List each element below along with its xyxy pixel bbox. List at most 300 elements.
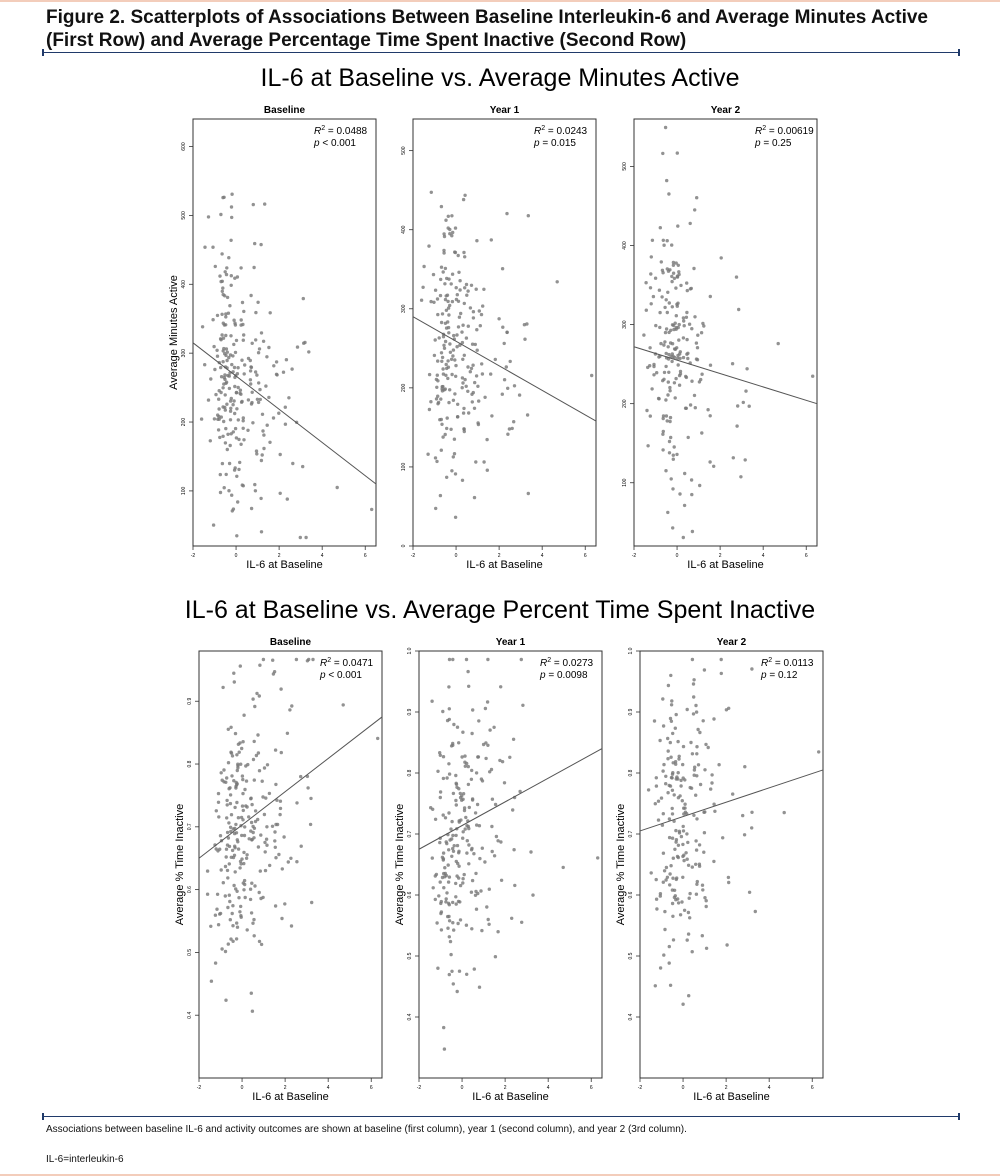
chart-5-point [463,754,466,757]
chart-3-point [692,267,695,270]
chart-1-point [272,364,275,367]
chart-1-point [217,407,220,410]
chart-2-point [447,326,450,329]
chart-4-point [234,870,237,873]
chart-6-point [703,668,706,671]
chart-5-point [470,778,473,781]
chart-1-xtick-label: -2 [190,553,196,559]
chart-3-point [666,291,669,294]
chart-6-point [655,878,658,881]
chart-5-point [477,719,480,722]
chart-1-point [247,398,250,401]
chart-5-point [479,889,482,892]
chart-3-point [737,308,740,311]
chart-2-point [465,336,468,339]
chart-3-point [685,311,688,314]
chart-2-point [482,460,485,463]
chart-4-point [241,740,244,743]
chart-5-point [429,806,432,809]
chart-6-point [702,719,705,722]
chart-1-point [230,494,233,497]
chart-6-point [670,703,673,706]
chart-4-point [241,804,244,807]
chart-1-point [224,334,227,337]
chart-3-point [650,302,653,305]
chart-5-point [441,876,444,879]
chart-3-point [649,414,652,417]
chart-1-point [255,449,258,452]
chart-2-point [511,427,514,430]
chart-1-point [229,444,232,447]
chart-3-point [676,305,679,308]
chart-4-point [280,917,283,920]
chart-4-point [221,686,224,689]
chart-5-point [520,658,523,661]
chart-1-point [282,371,285,374]
chart-2-point [501,267,504,270]
chart-6-point [701,884,704,887]
chart-6-point [741,814,744,817]
chart-3-point [673,277,676,280]
chart-4-point [236,763,239,766]
chart-6-point [692,682,695,685]
chart-5-point [459,818,462,821]
chart-3-point [667,270,670,273]
chart-3-point [668,451,671,454]
chart-5-point [454,774,457,777]
chart-5-point [450,837,453,840]
chart-1-point [249,382,252,385]
chart-6-point [693,768,696,771]
chart-6-point [671,812,674,815]
chart-2-point [444,433,447,436]
chart-1-point [291,462,294,465]
chart-1-point [254,489,257,492]
chart-2-point [556,280,559,283]
chart-3-point [672,328,675,331]
chart-4-point [274,748,277,751]
chart-6-point [681,763,684,766]
abbreviation-note: IL-6=interleukin-6 [46,1154,124,1165]
chart-3-point [676,224,679,227]
chart-1-point [219,213,222,216]
chart-4-point [342,703,345,706]
chart-3-point [645,309,648,312]
chart-4-point [217,792,220,795]
chart-5-point [470,927,473,930]
chart-1-point [275,373,278,376]
chart-3-point [677,338,680,341]
chart-2-point [526,413,529,416]
chart-1-ytick-label: 600 [181,142,187,151]
chart-5-point [498,759,501,762]
chart-1-point [249,378,252,381]
chart-1-point [336,486,339,489]
chart-6-point [668,817,671,820]
chart-1-point [250,366,253,369]
chart-4-point [295,860,298,863]
chart-1-point [254,338,257,341]
chart-3-point [662,417,665,420]
chart-1-point [221,462,224,465]
chart-2-point [461,324,464,327]
chart-3-point [658,311,661,314]
chart-4-point [227,821,230,824]
chart-3-point [671,305,674,308]
chart-6-point [653,719,656,722]
chart-1-frame [193,119,376,546]
chart-1-point [230,363,233,366]
chart-4-xtick-label: 6 [369,1085,373,1091]
chart-4-point [247,815,250,818]
chart-6-point [713,810,716,813]
chart-6-point [691,865,694,868]
chart-5-point [435,921,438,924]
chart-4-point [274,904,277,907]
chart-5-point [461,881,464,884]
chart-5-point [596,856,599,859]
chart-2-point [434,456,437,459]
chart-2-point [453,452,456,455]
chart-2-point [476,349,479,352]
chart-5-point [487,923,490,926]
chart-4-point [282,835,285,838]
chart-4-point [288,708,291,711]
chart-1-point [261,413,264,416]
chart-4-point [243,825,246,828]
chart-6-point [679,779,682,782]
chart-6-xtick-label: 4 [767,1085,771,1091]
chart-3-point [706,408,709,411]
chart-5-ytick-label: 0.9 [407,708,413,716]
chart-5-point [463,873,466,876]
chart-1-point [232,399,235,402]
chart-5-point [447,863,450,866]
chart-2-point [505,331,508,334]
chart-5-point [520,921,523,924]
chart-5-point [451,834,454,837]
chart-3-point [682,316,685,319]
chart-2-point [429,300,432,303]
chart-3-point [696,346,699,349]
chart-5-point [483,860,486,863]
chart-1-point [222,420,225,423]
chart-2-point [441,389,444,392]
chart-3-point [669,416,672,419]
chart-1-point [302,342,305,345]
chart-3-xlabel: IL-6 at Baseline [687,559,764,571]
chart-1-point [249,294,252,297]
chart-2-point [430,191,433,194]
chart-4-point [230,774,233,777]
chart-1-point [233,366,236,369]
chart-4-point [252,758,255,761]
chart-6-point [695,745,698,748]
chart-5-point [461,837,464,840]
chart-2-point [457,254,460,257]
chart-6-point [682,859,685,862]
chart-1-xtick-label: 4 [320,553,324,559]
chart-3-point [657,355,660,358]
chart-2-point [448,388,451,391]
chart-2-point [485,438,488,441]
chart-3-point [687,436,690,439]
chart-2-point [506,387,509,390]
chart-4-point [231,904,234,907]
chart-2-point [466,289,469,292]
chart-4-point [279,807,282,810]
chart-6-point [703,768,706,771]
chart-2-point [473,496,476,499]
chart-6-point [662,812,665,815]
chart-1-point [236,372,239,375]
chart-5-point [457,850,460,853]
chart-1-r2-label: $R^2 = 0.0488$ [314,125,368,137]
chart-4-point [249,888,252,891]
chart-6-point [663,869,666,872]
chart-3-point [644,281,647,284]
chart-5-point [462,830,465,833]
chart-4-fit-line [199,717,382,858]
chart-2-point [451,354,454,357]
chart-4-point [242,714,245,717]
chart-2-point [465,294,468,297]
chart-5-point [495,835,498,838]
chart-2-xtick-label: 2 [497,553,501,559]
chart-3-point [691,530,694,533]
chart-4-point [295,658,298,661]
chart-1-point [201,325,204,328]
chart-1-point [225,273,228,276]
chart-6-point [677,757,680,760]
chart-3-point [667,371,670,374]
chart-1-ytick-label: 300 [181,348,187,358]
chart-1-point [259,497,262,500]
chart-2-point [434,338,437,341]
chart-4-xtick-label: 4 [326,1085,330,1091]
chart-2-point [432,301,435,304]
chart-5-point [442,886,445,889]
chart-2-point [444,219,447,222]
chart-6-point [678,830,681,833]
chart-2-point [438,336,441,339]
chart-5-point [436,770,439,773]
chart-3-point [676,354,679,357]
chart-5-point [474,890,477,893]
chart-3-point [649,286,652,289]
chart-5-point [467,783,470,786]
chart-3-point [668,386,671,389]
chart-1-point [250,402,253,405]
chart-2-point [433,354,436,357]
chart-4-point [309,797,312,800]
chart-4-point [239,664,242,667]
chart-5-point [456,990,459,993]
chart-5-point [496,839,499,842]
chart-3-point [688,323,691,326]
chart-1-point [215,349,218,352]
chart-1-point [225,403,228,406]
chart-6-point [743,765,746,768]
figure-title: Figure 2. Scatterplots of Associations Between Baseline Interleukin-6 and Average Minutes Active (First Row) and Average Percentage Time Spent Inactive (Second Row) [46,7,928,51]
chart-4-point [241,778,244,781]
chart-5-point [461,877,464,880]
chart-6-point [698,843,701,846]
chart-2-point [465,283,468,286]
chart-4-point [215,809,218,812]
chart-4-point [306,786,309,789]
chart-3-point [682,319,685,322]
chart-1-point [242,310,245,313]
chart-2-point [480,362,483,365]
chart-5-point [460,799,463,802]
chart-1-point [268,441,271,444]
chart-5-point [470,732,473,735]
chart-4-point [243,788,246,791]
chart-2-point [442,335,445,338]
chart-1-point [226,296,229,299]
chart-5-point [448,707,451,710]
chart-1-title: Baseline [263,105,306,116]
chart-4-point [287,860,290,863]
chart-2-point [444,340,447,343]
chart-4-point [235,801,238,804]
chart-4-point [253,934,256,937]
chart-5-point [458,900,461,903]
chart-4-point [242,851,245,854]
chart-4-point [243,834,246,837]
chart-2-point [450,282,453,285]
chart-4-point [266,763,269,766]
chart-2-point [466,365,469,368]
chart-6-point [668,961,671,964]
chart-6-point [686,708,689,711]
chart-5-point [457,787,460,790]
chart-5-point [448,919,451,922]
chart-2-point [463,378,466,381]
chart-4-point [299,775,302,778]
chart-4-point [215,908,218,911]
chart-5-point [450,744,453,747]
chart-6-point [680,835,683,838]
chart-4-ytick-label: 0.5 [187,948,193,956]
chart-4-point [264,850,267,853]
chart-2-point [422,265,425,268]
chart-2-point [435,460,438,463]
chart-2-point [463,430,466,433]
chart-3-point [662,343,665,346]
chart-2-point [439,494,442,497]
chart-6-point [697,763,700,766]
chart-1-point [242,339,245,342]
chart-1-point [296,345,299,348]
chart-1-point [243,372,246,375]
chart-6-point [681,855,684,858]
chart-1-point [284,423,287,426]
chart-4-point [289,857,292,860]
chart-2-point [455,286,458,289]
chart-1-point [240,359,243,362]
chart-4-point [249,898,252,901]
chart-2-point [426,453,429,456]
chart-5-point [434,818,437,821]
chart-1-point [236,500,239,503]
chart-3-point [689,287,692,290]
chart-3-point [712,465,715,468]
chart-4-point [239,862,242,865]
chart-5-point [467,765,470,768]
chart-3-point [678,384,681,387]
chart-2-point [447,401,450,404]
chart-5-point [491,850,494,853]
chart-3-point [648,346,651,349]
chart-3-point [676,151,679,154]
chart-6-point [679,913,682,916]
chart-2-point [503,342,506,345]
chart-2-point [481,304,484,307]
chart-1-point [299,536,302,539]
chart-1-point [224,315,227,318]
chart-5-point [434,898,437,901]
chart-6-point [689,741,692,744]
chart-5-point [478,986,481,989]
chart-2-point [463,286,466,289]
chart-5-point [486,658,489,661]
chart-4-point [253,705,256,708]
chart-5-point [455,874,458,877]
chart-1-point [254,311,257,314]
chart-6-point [666,791,669,794]
chart-1-point [265,355,268,358]
chart-6-point [692,695,695,698]
chart-2-point [447,306,450,309]
chart-1-point [232,343,235,346]
chart-6-point [662,763,665,766]
chart-4-point [228,862,231,865]
chart-3-point [670,360,673,363]
chart-5-point [494,803,497,806]
chart-2-point [440,205,443,208]
chart-1-point [285,358,288,361]
chart-5-point [441,710,444,713]
chart-2-point [445,427,448,430]
chart-4-point [245,857,248,860]
chart-3-point [661,448,664,451]
chart-4-point [279,800,282,803]
chart-1-point [242,333,245,336]
chart-4-xtick-label: 0 [240,1085,244,1091]
chart-5-point [511,808,514,811]
chart-5-xtick-label: 0 [460,1085,464,1091]
chart-5-point [436,967,439,970]
chart-5-point [452,723,455,726]
chart-1-point [237,386,240,389]
chart-6-frame [640,651,823,1078]
chart-4-point [229,918,232,921]
chart-1-point [224,354,227,357]
chart-3-point [663,340,666,343]
chart-2-point [439,278,442,281]
chart-5-point [470,769,473,772]
chart-4-point [252,918,255,921]
chart-5-point [465,851,468,854]
chart-2-point [478,309,481,312]
chart-2-point [523,338,526,341]
chart-6-point [688,916,691,919]
chart-5-point [438,841,441,844]
chart-6-point [691,658,694,661]
chart-4-point [249,797,252,800]
